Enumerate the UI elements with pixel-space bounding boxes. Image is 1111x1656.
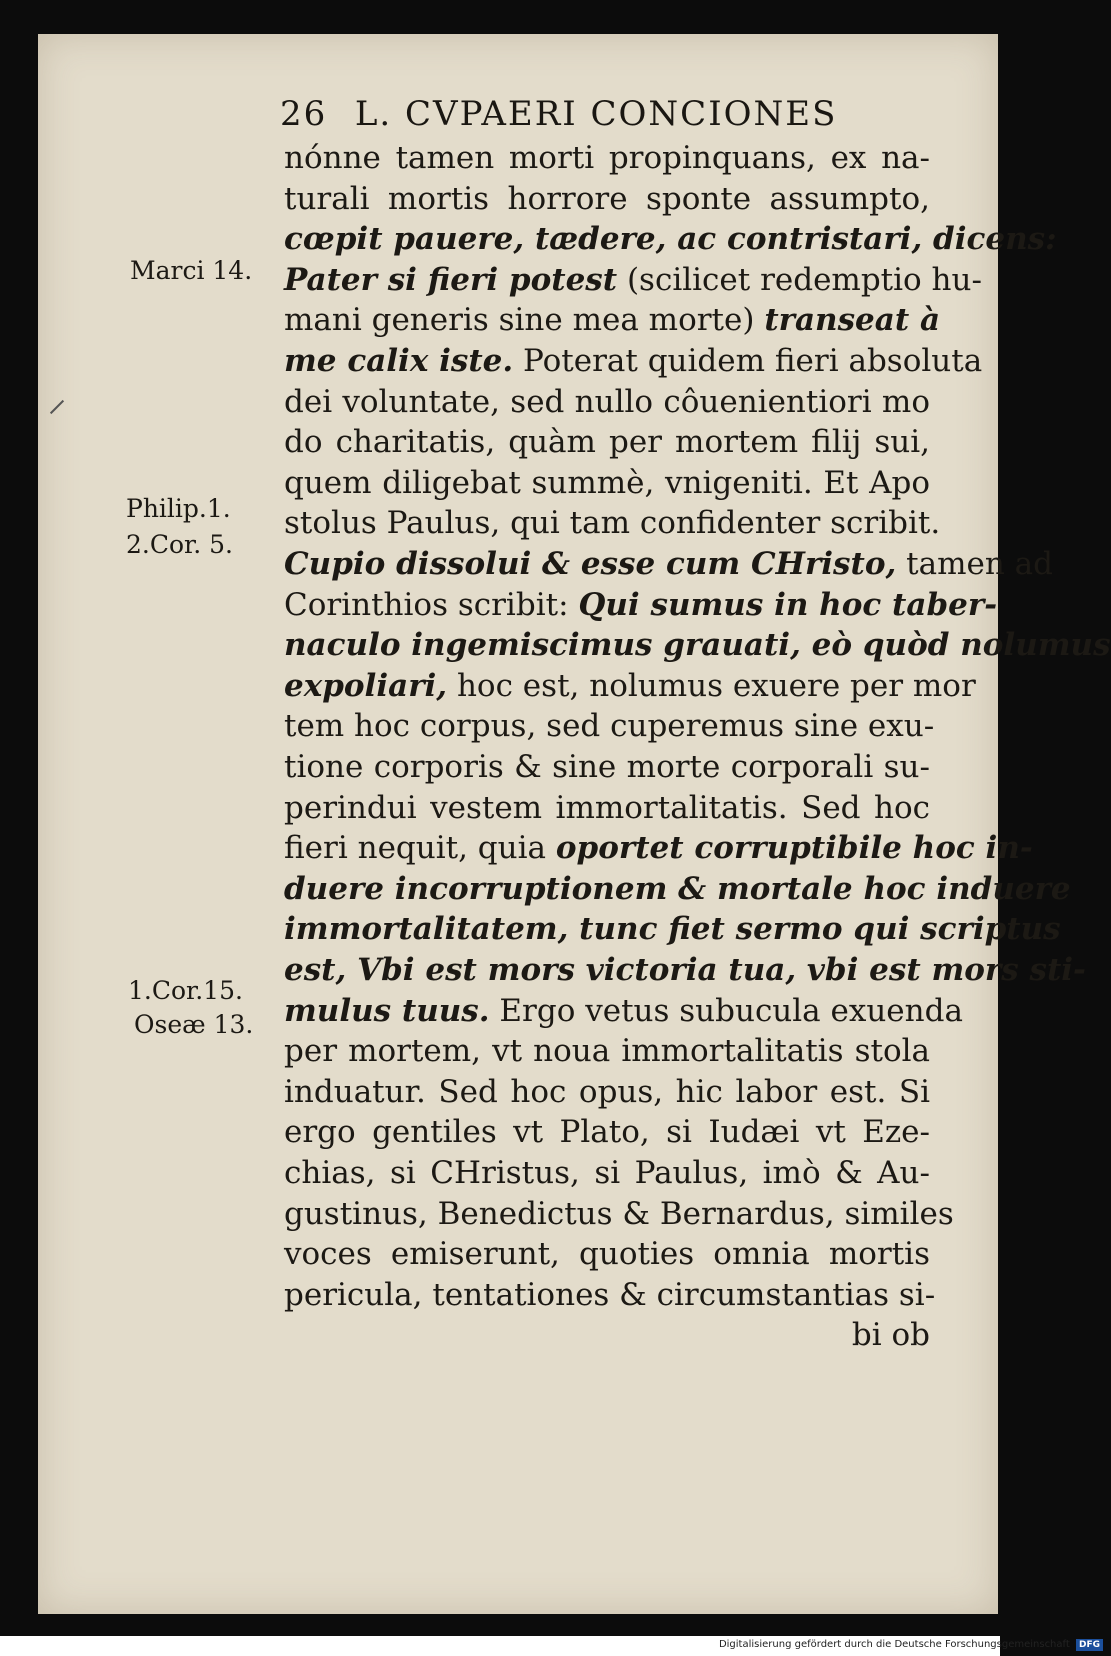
footer-credit-text: Digitalisierung gefördert durch die Deutsche Forschungsgemeinschaft bbox=[718, 1639, 1070, 1650]
text-segment: voces emiserunt, quoties omnia mortis bbox=[284, 1236, 930, 1273]
italic-segment: Qui sumus in hoc taber- bbox=[578, 586, 998, 623]
text-line bbox=[284, 1114, 930, 1154]
text-segment: fieri nequit, quia bbox=[284, 830, 556, 867]
text-line bbox=[284, 546, 1053, 586]
text-segment: hoc est, nolumus exuere per mor bbox=[447, 667, 976, 704]
page-number: 26 bbox=[280, 94, 328, 134]
text-line bbox=[284, 1074, 930, 1114]
text-line bbox=[284, 790, 930, 830]
margin-note: 1.Cor.15. bbox=[128, 976, 243, 1005]
text-line bbox=[284, 302, 941, 342]
italic-segment: duere incorruptionem & mortale hoc induere bbox=[284, 870, 1071, 907]
text-segment: per mortem, vt noua immortalitatis stola bbox=[284, 1033, 930, 1070]
text-line bbox=[284, 1195, 954, 1236]
margin-note: Oseæ 13. bbox=[134, 1010, 254, 1039]
text-line bbox=[284, 384, 930, 424]
text-line bbox=[284, 1276, 936, 1317]
text-line bbox=[284, 1236, 930, 1276]
page-header bbox=[280, 94, 880, 134]
text-line bbox=[284, 586, 998, 627]
text-line bbox=[284, 505, 941, 545]
margin-note: 2.Cor. 5. bbox=[126, 530, 233, 559]
footer-credit bbox=[719, 1639, 1103, 1651]
text-segment: induatur. Sed hoc opus, hic labor est. Si bbox=[284, 1073, 930, 1110]
text-line bbox=[284, 870, 1071, 911]
text-line bbox=[284, 465, 930, 505]
text-line bbox=[284, 343, 983, 383]
italic-segment: naculo ingemiscimus grauati, eò quòd nolumus bbox=[284, 627, 1111, 664]
text-line bbox=[284, 221, 1057, 261]
italic-segment: me calix iste. bbox=[284, 343, 514, 379]
text-line bbox=[284, 424, 930, 464]
text-line bbox=[284, 830, 1033, 870]
text-line bbox=[284, 1033, 930, 1073]
text-line bbox=[284, 667, 976, 708]
text-line bbox=[284, 708, 935, 748]
text-line bbox=[284, 140, 930, 180]
text-segment: Poterat quidem fieri absoluta bbox=[513, 343, 983, 379]
text-segment: perindui vestem immortalitatis. Sed hoc bbox=[284, 789, 930, 826]
text-segment: gustinus, Benedictus & Bernardus, similes bbox=[284, 1195, 954, 1232]
text-line bbox=[284, 911, 1061, 951]
italic-segment: transeat à bbox=[764, 302, 941, 339]
italic-segment: Cupio dissolui & esse cum CHristo, bbox=[284, 546, 897, 582]
text-segment: do charitatis, quàm per mortem filij sui, bbox=[284, 424, 930, 461]
text-line bbox=[284, 749, 930, 789]
text-segment: (scilicet redemptio hu- bbox=[617, 261, 982, 298]
italic-segment: expoliari, bbox=[284, 667, 448, 704]
running-title: L. CVPAERI CONCIONES bbox=[354, 94, 838, 134]
text-segment: tione corporis & sine morte corporali su- bbox=[284, 749, 930, 785]
text-segment: turali mortis horrore sponte assumpto, bbox=[284, 180, 930, 217]
text-line bbox=[284, 992, 963, 1033]
text-segment: stolus Paulus, qui tam confidenter scribit. bbox=[284, 505, 941, 542]
text-segment: nónne tamen morti propinquans, ex na- bbox=[284, 140, 930, 176]
text-line bbox=[284, 261, 982, 302]
italic-segment: oportet corruptibile hoc in- bbox=[555, 830, 1033, 867]
text-line bbox=[284, 181, 930, 221]
text-line bbox=[284, 1317, 930, 1357]
text-line bbox=[284, 627, 1111, 667]
dfg-logo: DFG bbox=[1076, 1639, 1103, 1651]
text-segment: tamen ad bbox=[896, 546, 1053, 582]
text-segment: tem hoc corpus, sed cuperemus sine exu- bbox=[284, 708, 935, 745]
text-line bbox=[284, 1155, 930, 1195]
margin-note: Marci 14. bbox=[130, 256, 253, 285]
text-line bbox=[284, 952, 1086, 992]
text-segment: Ergo vetus subucula exuenda bbox=[489, 992, 963, 1029]
text-segment: bi ob bbox=[851, 1317, 930, 1354]
italic-segment: mulus tuus. bbox=[284, 992, 490, 1029]
text-segment: pericula, tentationes & circumstantias si- bbox=[284, 1276, 936, 1313]
text-segment: dei voluntate, sed nullo côuenientiori mo bbox=[284, 383, 930, 420]
italic-segment: cœpit pauere, tædere, ac contristari, dicens: bbox=[284, 221, 1057, 258]
italic-segment: Pater si fieri potest bbox=[284, 261, 618, 298]
italic-segment: immortalitatem, tunc fiet sermo qui scriptus bbox=[284, 911, 1061, 948]
italic-segment: est, Vbi est mors victoria tua, vbi est mors sti- bbox=[284, 952, 1086, 988]
text-segment: chias, si CHristus, si Paulus, imò & Au- bbox=[284, 1155, 930, 1191]
margin-note: Philip.1. bbox=[126, 494, 231, 523]
text-segment: ergo gentiles vt Plato, si Iudæi vt Eze- bbox=[284, 1114, 930, 1151]
text-segment: Corinthios scribit: bbox=[284, 586, 579, 623]
text-segment: quem diligebat summè, vnigeniti. Et Apo bbox=[284, 464, 930, 501]
text-segment: mani generis sine mea morte) bbox=[284, 302, 765, 339]
